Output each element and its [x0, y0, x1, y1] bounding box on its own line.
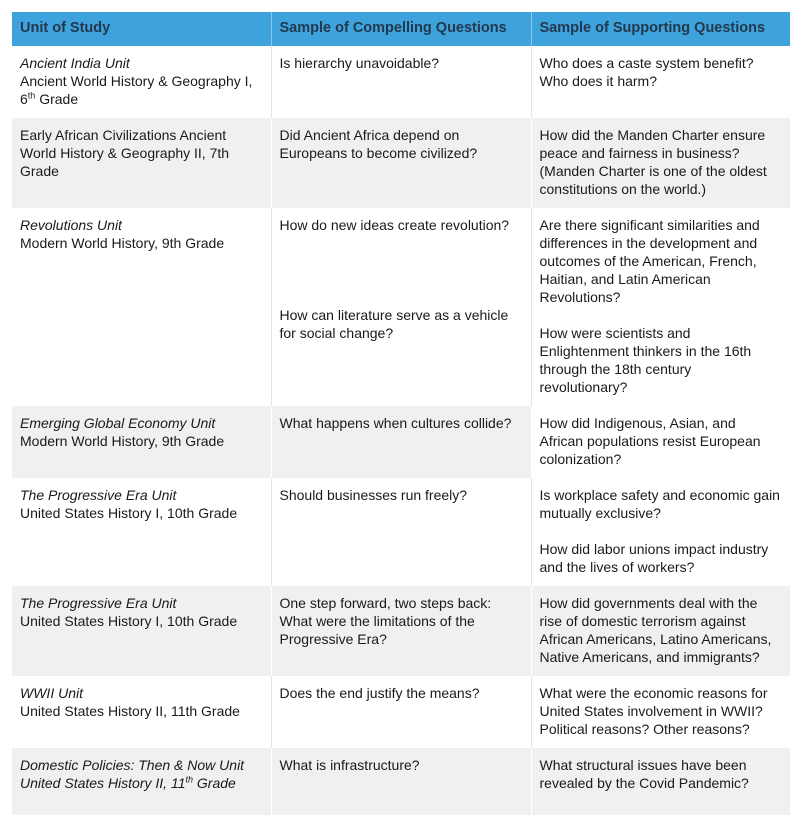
compelling-question: What is infrastructure? — [279, 757, 420, 773]
supporting-question: How did governments deal with the rise of domestic terrorism against African Americans, Latino Americans, Native Americans, and immigrants? — [539, 595, 772, 665]
compelling-cell — [271, 406, 531, 478]
course-name: United States History I, 10th Grade — [20, 505, 238, 521]
compelling-question: How can literature serve as a vehicle for social change? — [279, 307, 509, 341]
supporting-cell — [531, 118, 790, 208]
header-compelling: Sample of Compelling Questions — [271, 12, 531, 46]
course-grade-suffix: Grade — [193, 775, 236, 791]
supporting-question: How did Indigenous, Asian, and African populations resist European colonization? — [539, 415, 761, 467]
unit-name: Domestic Policies: Then & Now Unit — [20, 757, 245, 773]
table-row — [12, 46, 790, 118]
supporting-question: What structural issues have been revealed by the Covid Pandemic? — [539, 757, 749, 791]
table-row — [12, 586, 790, 676]
header-supporting: Sample of Supporting Questions — [531, 12, 790, 46]
unit-cell — [12, 208, 271, 406]
course-name: Ancient World History & Geography I, — [20, 73, 253, 89]
table-row — [12, 118, 790, 208]
course-name: Modern World History, 9th Grade — [20, 433, 225, 449]
header-unit: Unit of Study — [12, 12, 271, 46]
compelling-cell — [271, 46, 531, 118]
unit-name: The Progressive Era Unit — [20, 487, 177, 503]
compelling-question: What happens when cultures collide? — [279, 415, 512, 431]
supporting-cell — [531, 46, 790, 118]
unit-name: WWII Unit — [20, 685, 83, 701]
course-grade-suffix: Grade — [35, 91, 79, 107]
compelling-question: One step forward, two steps back: What were the limitations of the Progressive Era? — [279, 595, 492, 647]
header-row — [12, 12, 790, 46]
compelling-question: Does the end justify the means? — [279, 685, 480, 701]
supporting-cell — [531, 478, 790, 586]
table-row — [12, 406, 790, 478]
course-grade: 6 — [20, 91, 28, 107]
course-name: United States History II, 11 — [20, 775, 186, 791]
compelling-question: How do new ideas create revolution? — [279, 217, 510, 233]
compelling-cell — [271, 748, 531, 815]
course-name: Early African Civilizations Ancient World History & Geography II, 7th Grade — [20, 127, 230, 179]
compelling-cell — [271, 208, 531, 406]
curriculum-table — [12, 12, 790, 815]
course-name: United States History II, 11th Grade — [20, 703, 240, 719]
ordinal: th — [27, 90, 36, 101]
unit-cell — [12, 676, 271, 748]
unit-cell — [12, 478, 271, 586]
unit-cell — [12, 406, 271, 478]
unit-cell — [12, 118, 271, 208]
supporting-question: How did the Manden Charter ensure peace and fairness in business? (Manden Charter is one of the oldest constitutions on the world.) — [539, 127, 767, 197]
unit-cell — [12, 748, 271, 815]
table-row — [12, 676, 790, 748]
unit-name: The Progressive Era Unit — [20, 595, 177, 611]
compelling-question: Is hierarchy unavoidable? — [279, 55, 440, 71]
compelling-cell — [271, 586, 531, 676]
table-row — [12, 478, 790, 586]
unit-name: Revolutions Unit — [20, 217, 122, 233]
supporting-question: Are there significant similarities and differences in the development and outcomes of the American, French, Haitian, and Latin American Revolutions? — [539, 217, 760, 305]
supporting-cell — [531, 586, 790, 676]
unit-cell — [12, 586, 271, 676]
supporting-question: Who does a caste system benefit? Who does it harm? — [539, 55, 754, 89]
supporting-cell — [531, 748, 790, 815]
unit-name: Ancient India Unit — [20, 55, 130, 71]
course-name: United States History I, 10th Grade — [20, 613, 238, 629]
supporting-cell — [531, 676, 790, 748]
supporting-question: How were scientists and Enlightenment thinkers in the 16th through the 18th century revolutionary? — [539, 325, 752, 395]
table-row — [12, 748, 790, 815]
compelling-question: Should businesses run freely? — [279, 487, 468, 503]
supporting-question: What were the economic reasons for United States involvement in WWII? Political reasons? Other reasons? — [539, 685, 768, 737]
compelling-question: Did Ancient Africa depend on Europeans to become civilized? — [279, 127, 478, 161]
course-name: Modern World History, 9th Grade — [20, 235, 225, 251]
supporting-question: Is workplace safety and economic gain mutually exclusive? — [539, 487, 780, 521]
supporting-cell — [531, 406, 790, 478]
ordinal: th — [185, 774, 193, 785]
compelling-cell — [271, 478, 531, 586]
compelling-cell — [271, 676, 531, 748]
supporting-question: How did labor unions impact industry and the lives of workers? — [539, 541, 769, 575]
compelling-cell — [271, 118, 531, 208]
unit-cell — [12, 46, 271, 118]
unit-name: Emerging Global Economy Unit — [20, 415, 216, 431]
table-row — [12, 208, 790, 406]
supporting-cell — [531, 208, 790, 406]
